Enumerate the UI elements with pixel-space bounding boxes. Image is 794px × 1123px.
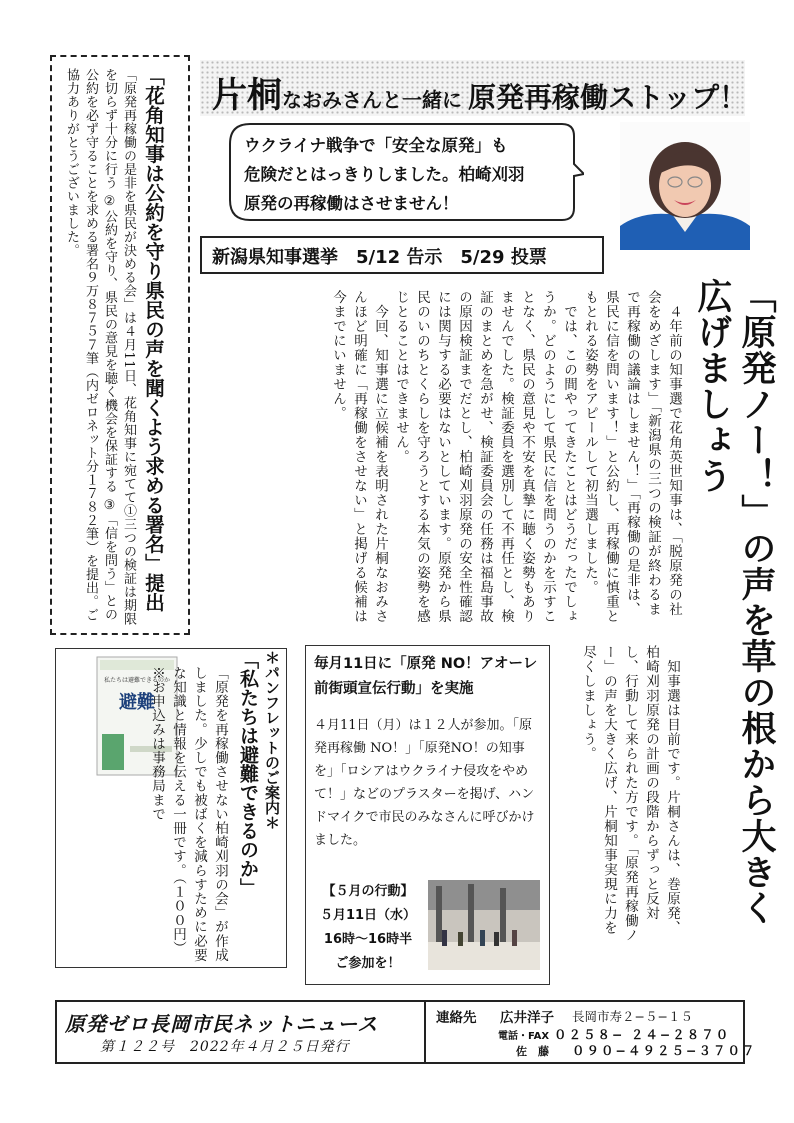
article-paragraph: ４年前の知事選で花角英世知事は、「脱原発の社会をめざします」「新潟県の三つの検証が終わるまで再稼働の議論はしません！」「再稼働の是非は、県民に信を問います！」と公約し、再稼働に慎重ともとれる姿勢をアピールして初当選しました。	[582, 290, 682, 624]
contact-person: 広井洋子	[500, 1010, 554, 1026]
header-title	[212, 68, 747, 118]
pamphlet-body: 「原発を再稼働させない柏崎刈羽の会」が作成しました。少しでも被ばくを減らすために必要な知識と情報を伝える一冊です。（１００円）	[170, 666, 228, 963]
pamphlet-title: 「私たちは避難できるのか」	[237, 650, 259, 897]
article-paragraph: では、この間やってきたことはどうだったでしょうか。どのようにして県民に信を問うのかを示すことなく、県民の意見や不安を真摯に聴く姿勢もありませんでした。検証委員を選別して不再任とし、検証のまとめを急がせ、検証委員会の任務は福島事故の原因検証までだとし、柏崎刈羽原発の安全性確認には関与する必要はないとしています。原発から県民のいのちとくらしを守ろうとする本気の姿勢を感じとることはできません。	[393, 290, 577, 624]
newsletter-name: 原発ゼロ長岡市民ネットニュース	[65, 1012, 379, 1036]
header-slogan: 原発再稼働ストップ！	[468, 81, 748, 114]
tel-number: ０２５８− ２４−２８７０	[554, 1027, 731, 1042]
contact-address: 長岡市寿２−５−１５	[572, 1009, 693, 1024]
next-action-label: 【５月の行動】	[322, 884, 414, 899]
pamphlet-intro: ＊パンフレットのご案内＊	[263, 650, 281, 830]
header-connector: なおみさんと一緒に	[282, 88, 463, 112]
election-schedule: 新潟県知事選挙 5/12 告示 5/29 投票	[212, 247, 547, 268]
pamphlet-note: ※お申込みは事務局まで	[149, 666, 165, 822]
next-action-call: ご参加を！	[335, 956, 401, 971]
next-action-date: ５月11日（水）	[319, 908, 417, 923]
pamphlet-description	[100, 666, 230, 966]
next-action-info	[312, 880, 424, 976]
mobile-label: 佐 藤	[516, 1045, 549, 1058]
article-body	[214, 290, 684, 625]
main-headline: 「原発ノー！」の声を草の根から大きく広げましょう	[692, 278, 776, 926]
petition-body: 「原発再稼働の是非を県民が決める会」は４月11日、花角知事に宛てて①三つの検証は期限を切らず十分に行う ②公約を守り、県民の意見を聴く機会を保証する ③「信を問う」との公約を必ず守ることを求める署名９万８７５７筆（内ゼロネット分１７８２筆）を提出。ご協力ありがとうございました。	[64, 68, 136, 626]
article-conclusion	[560, 645, 682, 945]
street-campaign-photo	[428, 880, 540, 970]
speech-line: 原発の再稼働はさせません！	[244, 194, 459, 213]
speech-line: ウクライナ戦争で「安全な原発」も	[244, 136, 508, 155]
activity-title: 毎月11日に「原発 NO！アオーレ前街頭宣伝行動」を実施	[314, 656, 538, 697]
newsletter-issue: 第１２２号 2022年４月２５日発行	[100, 1039, 350, 1055]
mobile-number: ０９０−４９２５−３７０７	[572, 1043, 757, 1058]
pamphlet-cover-title: 避難	[119, 692, 155, 713]
contact-label: 連絡先	[436, 1010, 477, 1026]
tel-label: 電話・FAX	[498, 1031, 550, 1042]
footer-divider	[424, 1000, 426, 1064]
candidate-name: 片桐	[212, 76, 283, 116]
article-paragraph: 今回、知事選に立候補を表明された片桐なおみさんほど明確に「再稼働をさせない」と掲げる候補は今までにいません。	[330, 290, 388, 624]
candidate-portrait	[620, 122, 750, 250]
speech-line: 危険だとはっきりしました。柏崎刈羽	[244, 165, 525, 184]
pamphlet-cover-subtitle: 私たちは避難できるのか	[103, 677, 171, 684]
pamphlet-heading	[232, 650, 284, 970]
speech-text	[244, 131, 580, 218]
article-paragraph: 知事選は目前です。片桐さんは、巻原発、柏崎刈羽原発の計画の段階からずっと反対し、行動して来られた方です。「原発再稼働ノー」の声を大きく広げ、片桐知事実現に力を尽くしましょう。	[580, 645, 680, 943]
activity-body: ４月11日（月）は１２人が参加。「原発再稼働 NO！」「原発NO！の知事を」「ロシアはウクライナ侵攻をやめて！」などのプラスターを掲げ、ハンドマイクで市民のみなさんに呼びかけました。	[314, 718, 535, 848]
next-action-time: 16時～16時半	[323, 932, 413, 947]
petition-title: 「花角知事は公約を守り県民の声を聞くよう求める署名」提出	[142, 66, 165, 612]
